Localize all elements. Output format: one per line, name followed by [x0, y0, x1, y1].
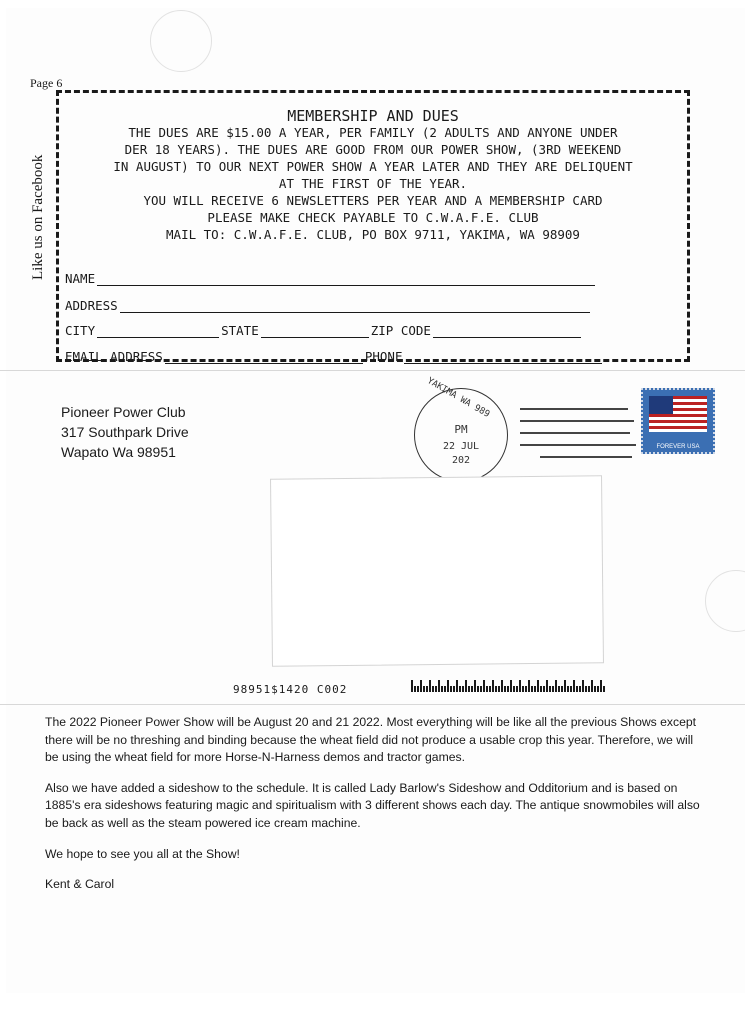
- barcode-bar: [456, 680, 458, 692]
- barcode-bar: [453, 686, 455, 692]
- return-address: [61, 402, 189, 462]
- barcode-bar: [570, 686, 572, 692]
- barcode-bar: [447, 680, 449, 692]
- barcode-bar: [417, 686, 419, 692]
- city-line[interactable]: [97, 324, 219, 338]
- barcode-bar: [411, 680, 413, 692]
- barcode-bar: [432, 686, 434, 692]
- email-phone-row: [65, 349, 604, 364]
- barcode-bar: [474, 680, 476, 692]
- barcode-bar: [597, 686, 599, 692]
- address-label: ADDRESS: [65, 298, 118, 313]
- article-paragraph: The 2022 Pioneer Power Show will be August 20 and 21 2022. Most everything will be like all the previous Shows except there will be no threshing and binding because the wheat field did not produce a usable crop this year. Therefore, we will be using the wheat field for more Horse-N-Harness demos and tractor games.: [45, 715, 697, 765]
- article-signature: Kent & Carol: [45, 877, 115, 892]
- barcode-bar: [522, 686, 524, 692]
- barcode-bar: [477, 686, 479, 692]
- barcode-bar: [582, 680, 584, 692]
- return-address-line: Wapato Wa 98951: [61, 444, 176, 460]
- facebook-side-text: Like us on Facebook: [30, 154, 46, 280]
- barcode-bar: [525, 686, 527, 692]
- barcode-bar: [549, 686, 551, 692]
- barcode-bar: [543, 686, 545, 692]
- barcode-bar: [486, 686, 488, 692]
- barcode-bar: [510, 680, 512, 692]
- form-title: MEMBERSHIP AND DUES: [287, 107, 459, 125]
- address-label-sticker: [270, 475, 604, 666]
- cancellation-wave: [520, 408, 628, 410]
- barcode-bar: [507, 686, 509, 692]
- cancellation-wave: [540, 456, 632, 458]
- barcode-bar: [516, 686, 518, 692]
- fold-line-top: [0, 370, 745, 371]
- barcode-bar: [546, 680, 548, 692]
- postmark-year: 202: [451, 455, 471, 466]
- barcode-bar: [561, 686, 563, 692]
- postage-stamp: [641, 388, 715, 454]
- barcode-bar: [468, 686, 470, 692]
- barcode-bar: [591, 680, 593, 692]
- barcode-bar: [459, 686, 461, 692]
- barcode-bar: [414, 686, 416, 692]
- barcode-bar: [537, 680, 539, 692]
- barcode-bar: [426, 686, 428, 692]
- barcode-bar: [480, 686, 482, 692]
- barcode-text: 98951$1420 C002: [233, 683, 348, 696]
- flag-icon: [649, 396, 707, 432]
- barcode-bar: [492, 680, 494, 692]
- postmark: [414, 376, 508, 482]
- form-line: DER 18 YEARS). THE DUES ARE GOOD FROM OUR POWER SHOW, (3RD WEEKEND: [124, 142, 622, 157]
- cancellation-wave: [520, 432, 630, 434]
- barcode-bar: [462, 686, 464, 692]
- email-label: EMAIL ADDRESS: [65, 349, 163, 364]
- barcode-bar: [531, 686, 533, 692]
- barcode-bar: [573, 680, 575, 692]
- barcode-bar: [519, 680, 521, 692]
- email-line[interactable]: [165, 350, 363, 364]
- name-field[interactable]: [65, 271, 597, 286]
- barcode-bar: [558, 686, 560, 692]
- barcode-bar: [465, 680, 467, 692]
- form-line: PLEASE MAKE CHECK PAYABLE TO C.W.A.F.E. CLUB: [207, 210, 539, 225]
- barcode-bar: [498, 686, 500, 692]
- phone-label: PHONE: [364, 349, 403, 364]
- barcode-bar: [552, 686, 554, 692]
- state-label: STATE: [221, 323, 259, 338]
- barcode-bar: [429, 680, 431, 692]
- barcode-bar: [567, 686, 569, 692]
- name-label: NAME: [65, 271, 96, 286]
- postal-barcode: [411, 680, 679, 692]
- article-paragraph: Also we have added a sideshow to the schedule. It is called Lady Barlow's Sideshow and Odditorium and is based on 1885's era sideshows featuring magic and spiritualism with 3 different shows each day. The antique snowmobiles will also be back as well as the steam powered ice cream machine.: [45, 780, 700, 830]
- barcode-bar: [534, 686, 536, 692]
- address-line[interactable]: [120, 299, 590, 313]
- barcode-bar: [600, 680, 602, 692]
- state-line[interactable]: [261, 324, 369, 338]
- barcode-bar: [564, 680, 566, 692]
- barcode-bar: [501, 680, 503, 692]
- form-line: AT THE FIRST OF THE YEAR.: [278, 176, 468, 191]
- punch-hole: [150, 10, 212, 72]
- barcode-bar: [579, 686, 581, 692]
- barcode-bar: [483, 680, 485, 692]
- page-label: Page 6: [30, 76, 63, 90]
- city-label: CITY: [65, 323, 96, 338]
- form-line: IN AUGUST) TO OUR NEXT POWER SHOW A YEAR LATER AND THEY ARE DELIQUENT: [113, 159, 633, 174]
- barcode-bar: [603, 686, 605, 692]
- barcode-bar: [528, 680, 530, 692]
- cancellation-wave: [520, 444, 636, 446]
- barcode-bar: [435, 686, 437, 692]
- barcode-bar: [471, 686, 473, 692]
- fold-line-bottom: [0, 704, 745, 705]
- postmark-time: PM: [454, 423, 468, 436]
- return-address-line: 317 Southpark Drive: [61, 424, 189, 440]
- barcode-bar: [420, 680, 422, 692]
- name-line[interactable]: [97, 272, 595, 286]
- newsletter-article: [45, 714, 710, 907]
- city-state-zip-row: [65, 323, 583, 338]
- barcode-bar: [495, 686, 497, 692]
- phone-line[interactable]: [404, 350, 602, 364]
- membership-form: [56, 90, 690, 362]
- barcode-bar: [594, 686, 596, 692]
- barcode-bar: [504, 686, 506, 692]
- barcode-bar: [444, 686, 446, 692]
- form-instructions: [59, 124, 687, 243]
- form-line: YOU WILL RECEIVE 6 NEWSLETTERS PER YEAR AND A MEMBERSHIP CARD: [143, 193, 603, 208]
- barcode-bar: [441, 686, 443, 692]
- stamp-label: FOREVER USA: [656, 444, 700, 450]
- barcode-bar: [555, 680, 557, 692]
- postmark-date: 22 JUL: [442, 441, 480, 452]
- barcode-bar: [423, 686, 425, 692]
- form-line: MAIL TO: C.W.A.F.E. CLUB, PO BOX 9711, YAKIMA, WA 98909: [166, 227, 580, 242]
- barcode-bar: [450, 686, 452, 692]
- barcode-bar: [489, 686, 491, 692]
- barcode-bar: [585, 686, 587, 692]
- address-field[interactable]: [65, 298, 592, 313]
- article-paragraph: We hope to see you all at the Show!: [45, 846, 240, 861]
- form-line: THE DUES ARE $15.00 A YEAR, PER FAMILY (2 ADULTS AND ANYONE UNDER: [128, 125, 618, 140]
- barcode-bar: [540, 686, 542, 692]
- zip-line[interactable]: [433, 324, 581, 338]
- barcode-bar: [513, 686, 515, 692]
- cancellation-wave: [520, 420, 634, 422]
- barcode-bar: [438, 680, 440, 692]
- barcode-bar: [588, 686, 590, 692]
- return-address-line: Pioneer Power Club: [61, 404, 186, 420]
- postmark-ring-text: YAKIMA WA 989: [425, 376, 492, 420]
- barcode-bar: [576, 686, 578, 692]
- zip-label: ZIP CODE: [370, 323, 431, 338]
